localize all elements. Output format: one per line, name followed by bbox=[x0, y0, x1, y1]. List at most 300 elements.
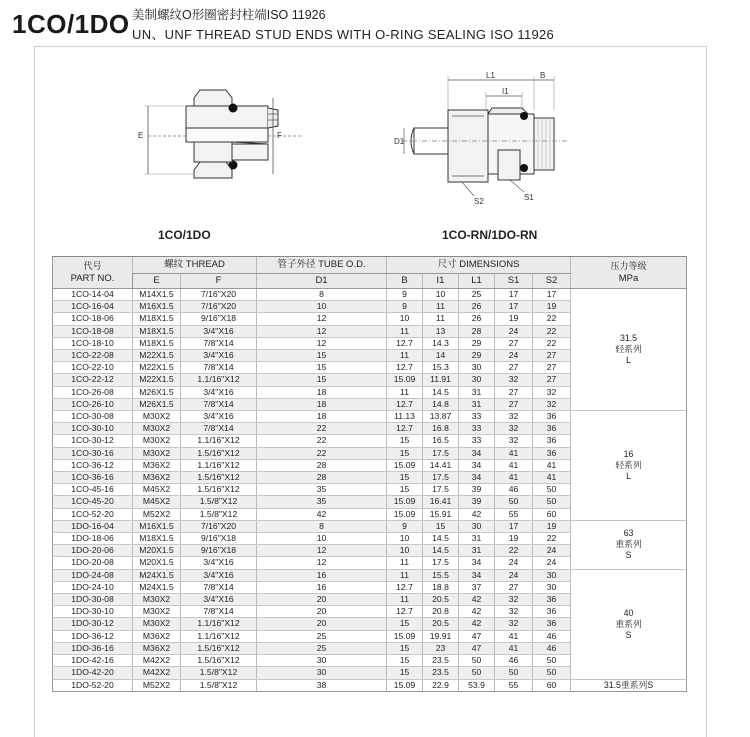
table-cell: 14.5 bbox=[423, 533, 459, 545]
table-cell: 28 bbox=[257, 459, 387, 471]
table-cell: 8 bbox=[257, 289, 387, 301]
table-cell: 10 bbox=[257, 533, 387, 545]
table-cell: M36X2 bbox=[133, 630, 181, 642]
table-cell: 12 bbox=[257, 313, 387, 325]
part-number-cell: 1CO-18-06 bbox=[53, 313, 133, 325]
table-cell: 16 bbox=[257, 569, 387, 581]
table-cell: 24 bbox=[495, 557, 533, 569]
table-cell: 13 bbox=[423, 325, 459, 337]
table-cell: 12 bbox=[257, 337, 387, 349]
table-cell: 36 bbox=[533, 606, 571, 618]
part-number-cell: 1CO-18-10 bbox=[53, 337, 133, 349]
table-cell: 11 bbox=[387, 325, 423, 337]
table-cell: 1.1/16"X12 bbox=[181, 630, 257, 642]
part-number-cell: 1DO-30-12 bbox=[53, 618, 133, 630]
table-cell: 20 bbox=[257, 606, 387, 618]
table-cell: 47 bbox=[459, 642, 495, 654]
pressure-code: L bbox=[626, 355, 631, 366]
table-cell: 14 bbox=[423, 350, 459, 362]
part-number-cell: 1CO-45-20 bbox=[53, 496, 133, 508]
table-cell: 7/8"X14 bbox=[181, 423, 257, 435]
table-cell: 26 bbox=[459, 301, 495, 313]
drawing-1co bbox=[128, 86, 318, 196]
table-cell: 30 bbox=[257, 667, 387, 679]
col-s2: S2 bbox=[533, 274, 571, 289]
table-cell: 9 bbox=[387, 289, 423, 301]
table-cell: 38 bbox=[257, 679, 387, 691]
table-cell: 1.5/16"X12 bbox=[181, 484, 257, 496]
table-cell: M52X2 bbox=[133, 679, 181, 691]
part-number-cell: 1DO-20-06 bbox=[53, 545, 133, 557]
table-cell: 9 bbox=[387, 301, 423, 313]
part-number-cell: 1DO-36-12 bbox=[53, 630, 133, 642]
table-cell: 41 bbox=[533, 459, 571, 471]
table-cell: 46 bbox=[495, 655, 533, 667]
table-cell: 32 bbox=[495, 374, 533, 386]
col-b: B bbox=[387, 274, 423, 289]
table-cell: M20X1.5 bbox=[133, 545, 181, 557]
table-cell: 27 bbox=[533, 350, 571, 362]
table-cell: 32 bbox=[495, 618, 533, 630]
table-cell: 17 bbox=[533, 289, 571, 301]
table-cell: 16.41 bbox=[423, 496, 459, 508]
table-cell: 41 bbox=[495, 642, 533, 654]
table-cell: 15 bbox=[387, 655, 423, 667]
table-cell: 15.09 bbox=[387, 508, 423, 520]
table-cell: 23.5 bbox=[423, 667, 459, 679]
table-cell: 34 bbox=[459, 447, 495, 459]
part-number-cell: 1CO-22-10 bbox=[53, 362, 133, 374]
table-cell: M36X2 bbox=[133, 472, 181, 484]
table-cell: 15 bbox=[387, 447, 423, 459]
table-cell: 36 bbox=[533, 423, 571, 435]
table-cell: 33 bbox=[459, 435, 495, 447]
table-cell: 17 bbox=[495, 289, 533, 301]
table-cell: 27 bbox=[495, 362, 533, 374]
part-number-cell: 1CO-45-16 bbox=[53, 484, 133, 496]
table-cell: 3/4"X16 bbox=[181, 350, 257, 362]
pressure-value: 63 bbox=[623, 528, 634, 539]
dim-label-b: B bbox=[540, 71, 546, 80]
table-cell: 20.8 bbox=[423, 606, 459, 618]
table-cell: 14.3 bbox=[423, 337, 459, 349]
pressure-cell bbox=[571, 569, 687, 679]
table-cell: 32 bbox=[495, 411, 533, 423]
table-cell: 1.1/16"X12 bbox=[181, 435, 257, 447]
table-cell: 19 bbox=[533, 520, 571, 532]
table-cell: 35 bbox=[257, 496, 387, 508]
table-cell: 33 bbox=[459, 411, 495, 423]
table-cell: 7/8"X14 bbox=[181, 337, 257, 349]
table-cell: 3/4"X16 bbox=[181, 569, 257, 581]
table-cell: 24 bbox=[495, 325, 533, 337]
table-cell: 18.8 bbox=[423, 581, 459, 593]
table-cell: 14.5 bbox=[423, 386, 459, 398]
table-cell: 30 bbox=[533, 581, 571, 593]
table-cell: 27 bbox=[495, 386, 533, 398]
table-cell: 41 bbox=[495, 630, 533, 642]
table-cell: 24 bbox=[495, 569, 533, 581]
table-cell: 41 bbox=[495, 459, 533, 471]
table-cell: 24 bbox=[495, 350, 533, 362]
table-cell: 24 bbox=[533, 557, 571, 569]
table-cell: 15 bbox=[257, 350, 387, 362]
pressure-series: 重系列 bbox=[615, 539, 642, 550]
dim-label-e: E bbox=[138, 131, 144, 140]
table-cell: 36 bbox=[533, 411, 571, 423]
table-cell: 15 bbox=[423, 520, 459, 532]
table-cell: 1.5/16"X12 bbox=[181, 642, 257, 654]
table-cell: 50 bbox=[459, 655, 495, 667]
table-cell: M30X2 bbox=[133, 594, 181, 606]
table-cell: M36X2 bbox=[133, 642, 181, 654]
col-e: E bbox=[133, 274, 181, 289]
table-cell: 22 bbox=[533, 325, 571, 337]
table-cell: M22X1.5 bbox=[133, 362, 181, 374]
table-cell: 55 bbox=[495, 679, 533, 691]
part-number-cell: 1CO-30-12 bbox=[53, 435, 133, 447]
part-number-cell: 1DO-16-04 bbox=[53, 520, 133, 532]
table-cell: 50 bbox=[533, 655, 571, 667]
table-cell: 50 bbox=[533, 484, 571, 496]
pressure-value: 40 bbox=[623, 607, 634, 618]
table-cell: 10 bbox=[423, 289, 459, 301]
table-cell: 15 bbox=[257, 374, 387, 386]
part-number-cell: 1DO-42-16 bbox=[53, 655, 133, 667]
part-number-cell: 1DO-24-10 bbox=[53, 581, 133, 593]
table-cell: 11 bbox=[387, 569, 423, 581]
table-cell: 16.5 bbox=[423, 435, 459, 447]
drawing-1co-rn bbox=[392, 70, 582, 210]
part-number-cell: 1DO-18-06 bbox=[53, 533, 133, 545]
table-cell: 50 bbox=[533, 496, 571, 508]
pressure-cell bbox=[571, 520, 687, 569]
pressure-value: 31.5 bbox=[619, 333, 638, 344]
table-cell: 42 bbox=[459, 618, 495, 630]
table-cell: 10 bbox=[387, 313, 423, 325]
table-cell: 15.09 bbox=[387, 459, 423, 471]
table-cell: M24X1.5 bbox=[133, 581, 181, 593]
col-s1: S1 bbox=[495, 274, 533, 289]
table-cell: 22 bbox=[533, 533, 571, 545]
table-cell: 17.5 bbox=[423, 557, 459, 569]
table-cell: 24 bbox=[533, 545, 571, 557]
table-cell: 27 bbox=[495, 398, 533, 410]
product-code: 1CO/1DO bbox=[12, 9, 130, 39]
table-cell: 22 bbox=[533, 313, 571, 325]
table-cell: 20.5 bbox=[423, 618, 459, 630]
table-cell: 1.1/16"X12 bbox=[181, 459, 257, 471]
table-cell: 19 bbox=[495, 313, 533, 325]
table-cell: 25 bbox=[257, 630, 387, 642]
table-cell: 28 bbox=[257, 472, 387, 484]
table-cell: M30X2 bbox=[133, 435, 181, 447]
table-cell: 16.8 bbox=[423, 423, 459, 435]
table-cell: 12.7 bbox=[387, 337, 423, 349]
title-english: UN、UNF THREAD STUD ENDS WITH O-RING SEALING ISO 11926 bbox=[132, 27, 555, 42]
table-cell: 19 bbox=[533, 301, 571, 313]
table-cell: 1.5/8"X12 bbox=[181, 667, 257, 679]
table-cell: 10 bbox=[387, 545, 423, 557]
pressure-cell bbox=[571, 679, 687, 691]
table-cell: 29 bbox=[459, 337, 495, 349]
part-number-cell: 1CO-36-12 bbox=[53, 459, 133, 471]
table-cell: M30X2 bbox=[133, 606, 181, 618]
table-cell: 25 bbox=[459, 289, 495, 301]
table-cell: 42 bbox=[257, 508, 387, 520]
table-cell: 50 bbox=[459, 667, 495, 679]
table-row bbox=[53, 569, 687, 581]
pressure-code: S bbox=[625, 550, 632, 561]
table-cell: 1.1/16"X12 bbox=[181, 374, 257, 386]
table-cell: 15.09 bbox=[387, 374, 423, 386]
dim-label-f: F bbox=[277, 131, 282, 140]
table-cell: 47 bbox=[459, 630, 495, 642]
table-cell: 11 bbox=[387, 557, 423, 569]
col-dimensions: 尺寸 DIMENSIONS bbox=[387, 257, 571, 274]
pressure-code: L bbox=[626, 470, 631, 481]
table-cell: 18 bbox=[257, 386, 387, 398]
table-cell: 1.5/8"X12 bbox=[181, 679, 257, 691]
spec-table bbox=[52, 256, 687, 692]
part-number-cell: 1CO-36-16 bbox=[53, 472, 133, 484]
table-cell: 34 bbox=[459, 459, 495, 471]
pressure-code: S bbox=[625, 629, 632, 640]
table-cell: 39 bbox=[459, 496, 495, 508]
table-cell: 35 bbox=[257, 484, 387, 496]
table-cell: 14.41 bbox=[423, 459, 459, 471]
table-cell: 22 bbox=[257, 435, 387, 447]
table-cell: 3/4"X16 bbox=[181, 594, 257, 606]
table-cell: 41 bbox=[495, 472, 533, 484]
table-cell: 12 bbox=[257, 557, 387, 569]
table-cell: 17 bbox=[495, 301, 533, 313]
table-cell: 15.91 bbox=[423, 508, 459, 520]
table-cell: 37 bbox=[459, 581, 495, 593]
table-cell: 1.5/16"X12 bbox=[181, 655, 257, 667]
table-cell: 15 bbox=[257, 362, 387, 374]
title-chinese: 美制螺纹O形圈密封柱端ISO 11926 bbox=[132, 8, 326, 22]
table-cell: 60 bbox=[533, 679, 571, 691]
col-d1: D1 bbox=[257, 274, 387, 289]
table-cell: 15 bbox=[387, 667, 423, 679]
part-number-cell: 1CO-30-08 bbox=[53, 411, 133, 423]
col-pressure: 压力等级 MPa bbox=[571, 257, 687, 289]
table-cell: 19 bbox=[495, 533, 533, 545]
table-cell: 31 bbox=[459, 386, 495, 398]
table-cell: 32 bbox=[533, 386, 571, 398]
table-cell: 12.7 bbox=[387, 606, 423, 618]
table-cell: 42 bbox=[459, 606, 495, 618]
part-number-cell: 1CO-18-08 bbox=[53, 325, 133, 337]
part-number-cell: 1DO-52-20 bbox=[53, 679, 133, 691]
table-cell: 41 bbox=[533, 472, 571, 484]
table-cell: 15.09 bbox=[387, 679, 423, 691]
table-cell: 20 bbox=[257, 618, 387, 630]
pressure-value: 31.5重系列S bbox=[603, 679, 654, 690]
table-cell: 7/16"X20 bbox=[181, 301, 257, 313]
table-cell: 15.3 bbox=[423, 362, 459, 374]
table-cell: 7/8"X14 bbox=[181, 362, 257, 374]
table-cell: 15 bbox=[387, 472, 423, 484]
table-cell: 32 bbox=[495, 435, 533, 447]
table-cell: 27 bbox=[533, 374, 571, 386]
table-cell: M52X2 bbox=[133, 508, 181, 520]
part-number-cell: 1CO-14-04 bbox=[53, 289, 133, 301]
part-number-cell: 1CO-22-12 bbox=[53, 374, 133, 386]
part-number-cell: 1CO-26-10 bbox=[53, 398, 133, 410]
pressure-series: 重系列 bbox=[615, 618, 642, 629]
col-i1: I1 bbox=[423, 274, 459, 289]
table-cell: 15 bbox=[387, 435, 423, 447]
table-cell: 27 bbox=[495, 337, 533, 349]
pressure-cell bbox=[571, 289, 687, 411]
table-row bbox=[53, 411, 687, 423]
table-cell: M14X1.5 bbox=[133, 289, 181, 301]
table-cell: M18X1.5 bbox=[133, 337, 181, 349]
table-cell: 30 bbox=[459, 374, 495, 386]
col-part-no: 代号 PART NO. bbox=[53, 257, 133, 289]
table-cell: 1.5/16"X12 bbox=[181, 472, 257, 484]
table-cell: 22 bbox=[257, 447, 387, 459]
table-cell: 20.5 bbox=[423, 594, 459, 606]
table-cell: 50 bbox=[495, 667, 533, 679]
table-cell: 1.5/8"X12 bbox=[181, 508, 257, 520]
table-cell: 1.1/16"X12 bbox=[181, 618, 257, 630]
table-cell: 42 bbox=[459, 594, 495, 606]
table-cell: 11 bbox=[423, 301, 459, 313]
table-cell: M24X1.5 bbox=[133, 569, 181, 581]
table-cell: 22 bbox=[495, 545, 533, 557]
table-cell: 17 bbox=[495, 520, 533, 532]
table-cell: 55 bbox=[495, 508, 533, 520]
table-cell: 11 bbox=[423, 313, 459, 325]
table-cell: 33 bbox=[459, 423, 495, 435]
table-cell: M42X2 bbox=[133, 667, 181, 679]
table-cell: 15.5 bbox=[423, 569, 459, 581]
dim-label-i1: I1 bbox=[502, 87, 509, 96]
table-cell: 23 bbox=[423, 642, 459, 654]
table-cell: 18 bbox=[257, 398, 387, 410]
table-cell: 16 bbox=[257, 581, 387, 593]
table-cell: M30X2 bbox=[133, 447, 181, 459]
table-cell: M45X2 bbox=[133, 496, 181, 508]
pressure-series: 轻系列 bbox=[615, 459, 642, 470]
table-cell: 46 bbox=[495, 484, 533, 496]
pressure-cell bbox=[571, 411, 687, 521]
table-cell: M18X1.5 bbox=[133, 533, 181, 545]
table-cell: 11.13 bbox=[387, 411, 423, 423]
table-cell: M26X1.5 bbox=[133, 398, 181, 410]
table-cell: M22X1.5 bbox=[133, 350, 181, 362]
dim-label-s2: S2 bbox=[474, 197, 484, 206]
table-cell: M45X2 bbox=[133, 484, 181, 496]
table-cell: 9 bbox=[387, 520, 423, 532]
table-cell: 36 bbox=[533, 618, 571, 630]
table-cell: 7/8"X14 bbox=[181, 606, 257, 618]
part-number-cell: 1CO-30-16 bbox=[53, 447, 133, 459]
table-cell: 34 bbox=[459, 557, 495, 569]
table-cell: 46 bbox=[533, 630, 571, 642]
table-cell: 15 bbox=[387, 484, 423, 496]
table-cell: 46 bbox=[533, 642, 571, 654]
table-cell: 34 bbox=[459, 472, 495, 484]
table-cell: 53.9 bbox=[459, 679, 495, 691]
drawing-label-right: 1CO-RN/1DO-RN bbox=[442, 228, 538, 242]
table-cell: M26X1.5 bbox=[133, 386, 181, 398]
part-number-cell: 1DO-30-08 bbox=[53, 594, 133, 606]
part-number-cell: 1DO-20-08 bbox=[53, 557, 133, 569]
table-cell: 11.91 bbox=[423, 374, 459, 386]
table-cell: 32 bbox=[495, 594, 533, 606]
table-cell: 7/8"X14 bbox=[181, 398, 257, 410]
table-cell: 20 bbox=[257, 594, 387, 606]
table-cell: 12.7 bbox=[387, 398, 423, 410]
table-cell: 3/4"X16 bbox=[181, 386, 257, 398]
table-cell: 36 bbox=[533, 594, 571, 606]
table-row bbox=[53, 679, 687, 691]
dim-label-l1: L1 bbox=[486, 71, 495, 80]
table-cell: 50 bbox=[533, 667, 571, 679]
part-number-cell: 1CO-22-08 bbox=[53, 350, 133, 362]
table-cell: M30X2 bbox=[133, 618, 181, 630]
table-cell: 36 bbox=[533, 435, 571, 447]
table-cell: 25 bbox=[257, 642, 387, 654]
part-number-cell: 1CO-16-04 bbox=[53, 301, 133, 313]
table-cell: 14.5 bbox=[423, 545, 459, 557]
table-cell: 15.09 bbox=[387, 630, 423, 642]
table-cell: 3/4"X16 bbox=[181, 411, 257, 423]
table-cell: 22 bbox=[533, 337, 571, 349]
table-row bbox=[53, 520, 687, 532]
table-cell: 22 bbox=[257, 423, 387, 435]
table-cell: 50 bbox=[495, 496, 533, 508]
table-cell: 15 bbox=[387, 618, 423, 630]
table-cell: 14.8 bbox=[423, 398, 459, 410]
table-cell: 32 bbox=[495, 606, 533, 618]
table-cell: 31 bbox=[459, 398, 495, 410]
table-cell: 11 bbox=[387, 350, 423, 362]
table-cell: M22X1.5 bbox=[133, 374, 181, 386]
table-cell: 34 bbox=[459, 569, 495, 581]
table-cell: 19.91 bbox=[423, 630, 459, 642]
table-cell: 1.5/8"X12 bbox=[181, 496, 257, 508]
part-number-cell: 1CO-26-08 bbox=[53, 386, 133, 398]
table-cell: 27 bbox=[533, 362, 571, 374]
table-cell: 42 bbox=[459, 508, 495, 520]
table-cell: 17.5 bbox=[423, 447, 459, 459]
table-cell: M30X2 bbox=[133, 423, 181, 435]
table-cell: 9/16"X18 bbox=[181, 313, 257, 325]
table-cell: 22.9 bbox=[423, 679, 459, 691]
table-cell: 12 bbox=[257, 325, 387, 337]
table-cell: 26 bbox=[459, 313, 495, 325]
table-cell: M18X1.5 bbox=[133, 313, 181, 325]
col-l1: L1 bbox=[459, 274, 495, 289]
table-cell: M36X2 bbox=[133, 459, 181, 471]
table-cell: 41 bbox=[495, 447, 533, 459]
table-cell: 39 bbox=[459, 484, 495, 496]
table-cell: 11 bbox=[387, 594, 423, 606]
part-number-cell: 1DO-24-08 bbox=[53, 569, 133, 581]
spec-table-body bbox=[53, 289, 687, 692]
dim-label-d1: D1 bbox=[394, 137, 405, 146]
table-cell: 12 bbox=[257, 545, 387, 557]
table-cell: 9/16"X18 bbox=[181, 533, 257, 545]
table-cell: 15 bbox=[387, 642, 423, 654]
table-cell: 29 bbox=[459, 350, 495, 362]
table-cell: 32 bbox=[533, 398, 571, 410]
